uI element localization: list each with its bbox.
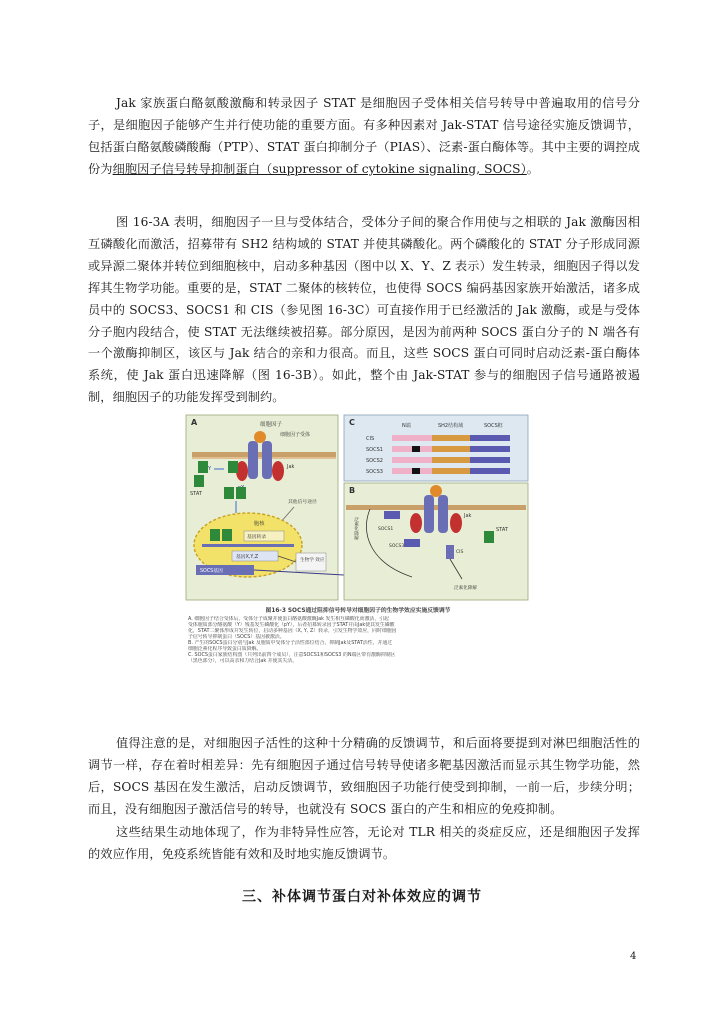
socs-term-underlined: 细胞因子信号转导抑制蛋白（suppressor of cytokine signaling, SOCS） [112,161,527,176]
stat-label-a: STAT [190,491,202,497]
figure-diagram [184,413,530,603]
y-label: Y [208,466,212,472]
socs2-n-domain [392,457,432,463]
figure-caption-line: B. 产生的SOCS蛋白分别与Jak 及胞质中受体分子活性部位结合，抑制Jak及STAT活性，并通过 [188,640,393,646]
jak-label-a: Jak [287,464,295,470]
receptor-chain-right [262,441,272,479]
socs1-protein [384,511,400,519]
nucleus-label: 胞核 [254,521,265,527]
socs3-n-domain [392,468,412,474]
paragraph-1-text: Jak 家族蛋白酪氨酸激酶和转录因子 STAT 是细胞因子受体相关信号转导中普遍取用的信号分子，是细胞因子能够产生并行使功能的重要方面。有多种因素对 Jak-STAT 信号途径实施反馈调节，包括蛋白酪氨酸磷酸酶（PTP）、STAT 蛋白抑制分子（PIAS）、泛素-蛋白酶体等。其中主要的调控成份为 [88,96,640,176]
socs2-sh2 [432,457,470,463]
socs1-n-rest [420,446,432,452]
sh2-label: SH2结构域 [438,423,464,429]
panel-b-stat-label: STAT [496,527,508,533]
panel-c-label: C [349,418,355,427]
socs-box-label: SOCS框 [484,423,503,429]
panel-b-receptor-right [438,495,448,533]
socs3-sh2 [432,468,470,474]
stat-molecule-3 [228,461,238,473]
socs3-protein-label: SOCS3 [389,544,405,549]
panel-b-receptor-left [424,495,434,533]
other-pathway-label: 其他信号途径 [288,500,317,505]
cis-protein-label: CIS [456,550,464,555]
ubiquitin-side-label: 泛素化降解 [353,517,359,540]
panel-b-label: B [349,486,356,495]
cytokine-label: 细胞因子 [260,422,283,428]
socs1-protein-label: SOCS1 [378,527,394,532]
panel-b-membrane [346,505,526,510]
stat-molecule-1 [198,461,208,473]
stat-molecule-5 [236,487,246,499]
paragraph-1-end: 。 [526,161,540,176]
figure-caption-line: 受体胞质部分酪氨酸（Y）残基发生磷酸化（pY），后者招募转录因子STAT并由Jak使其发生磷酸 [188,622,395,628]
receptor-label: 细胞因子受体 [280,432,311,438]
socs3-kir [412,468,420,474]
panel-b-cytokine [430,485,442,497]
socs1-kir [412,446,420,452]
row-label-socs3: SOCS3 [366,469,383,475]
socs1-sh2 [432,446,470,452]
socs3-protein [404,539,420,547]
socs3-socs-box [470,468,510,474]
cis-protein [446,545,454,559]
figure-caption-line: 化，STAT二聚体形成并发生转位，启动多种基因（X, Y, Z）转录，引发生物学效应，同时细胞因 [188,628,397,634]
ubiquitin-bottom-label: 泛素化降解 [454,586,477,591]
section-heading: 三、补体调节蛋白对补体效应的调节 [242,889,482,905]
row-label-socs1: SOCS1 [366,447,383,453]
stat-molecule-2 [194,475,204,487]
genes-xyz-label: 基因X,Y,Z [236,555,259,560]
figure-caption-line: C. SOCS蛋白家族结构图（只列出前四个成员），注意SOCS1和SOCS3 的N端区带有激酶抑制区 [188,652,396,658]
figure-caption-line: 子信号转导抑制蛋白（SOCS）基因被激活。 [188,634,285,640]
panel-b-stat [484,531,494,543]
figure-caption-title: 图16-3 SOCS通过阻抑信号转导对细胞因子的生物学效应实施反馈调节 [265,608,451,614]
dna-strand [202,544,294,547]
panel-b-jak-right [450,513,462,533]
n-term-label: N端 [402,423,411,429]
socs1-socs-box [470,446,510,452]
receptor-chain-left [248,441,258,479]
figure-caption-line: （黑色部分），可以高亲和力结合Jak 并使其失活。 [188,658,298,664]
panel-a-label: A [191,418,198,427]
cytokine-ligand [254,431,266,443]
stat-dimer-right [222,529,232,541]
socs-gene-label: SOCS基因 [200,569,223,574]
page-number: 4 [630,951,637,962]
figure-caption-line: A. 细胞因子结合受体后，受体分子成聚并使蛋白酪氨酸激酶Jak 发生相互磷酸化而激活，引起 [188,616,390,622]
panel-b-background [344,483,528,600]
cis-sh2 [432,435,470,441]
socs3-n-rest [420,468,432,474]
row-label-socs2: SOCS2 [366,458,383,464]
stat-dimer-left [210,529,220,541]
paragraph-3: 值得注意的是，对细胞因子活性的这种十分精确的反馈调节，和后面将要提到对淋巴细胞活性的调节一样，存在着时相差异：先有细胞因子通过信号转导使诸多靶基因激活而显示其生物学功能，然后，SOCS 基因在发生激活，启动反馈调节，致细胞因子功能行使受到抑制，一前一后，步续分明；而且，没有细胞因子激活信号的转导，也就没有 SOCS 蛋白的产生和相应的免疫抑制。 [88,736,640,816]
socs2-socs-box [470,457,510,463]
panel-b-jak-label: Jak [464,513,472,519]
figure-caption-line: 细胞泛素化程序导致蛋白质降解。 [188,646,262,652]
cis-socs-box [470,435,510,441]
figure-16-3 [184,413,530,691]
panel-b-jak-left [410,513,422,533]
jak-right [272,461,284,481]
bio-response-label: 生物学 效应 [300,558,325,563]
paragraph-1 [88,93,640,181]
cis-n-domain [392,435,432,441]
row-label-cis: CIS [366,436,375,442]
paragraph-4: 这些结果生动地体现了，作为非特异性应答，无论对 TLR 相关的炎症反应，还是细胞因子发挥的效应作用，免疫系统皆能有效和及时地实施反馈调节。 [88,825,640,861]
paragraph-2: 图 16-3A 表明，细胞因子一旦与受体结合，受体分子间的聚合作用使与之相联的 Jak 激酶因相互磷酸化而激活，招募带有 SH2 结构域的 STAT 并使其磷酸化。两个磷酸化的 STAT 分子形成同源或异源二聚体并转位到细胞核中，启动多种基因（图中以 X、Y、Z 表示）发生转录，细胞因子得以发挥其生物学功能。重要的是，STAT 二聚体的核转位，也使得 SOCS 编码基因家族开始激活，诸多成员中的 SOCS3、SOCS1 和 CIS（参见图 16-3C）可直接作用于已经激活的 Jak 激酶，或是与受体分子胞内段结合，使 STAT 无法继续被招募。部分原因，是因为前两种 SOCS 蛋白分子的 N 端各有一个激酶抑制区，该区与 Jak 结合的亲和力很高。而且，这些 SOCS 蛋白可同时启动泛素-蛋白酶体系统，使 Jak 蛋白迅速降解（图 16-3B）。如此，整个由 Jak-STAT 参与的细胞因子信号通路被遏制，细胞因子的功能发挥受到制约。 [88,215,640,405]
socs1-n-domain [392,446,412,452]
transcription-label: 基因转录 [247,535,267,540]
stat-molecule-4 [224,487,234,499]
